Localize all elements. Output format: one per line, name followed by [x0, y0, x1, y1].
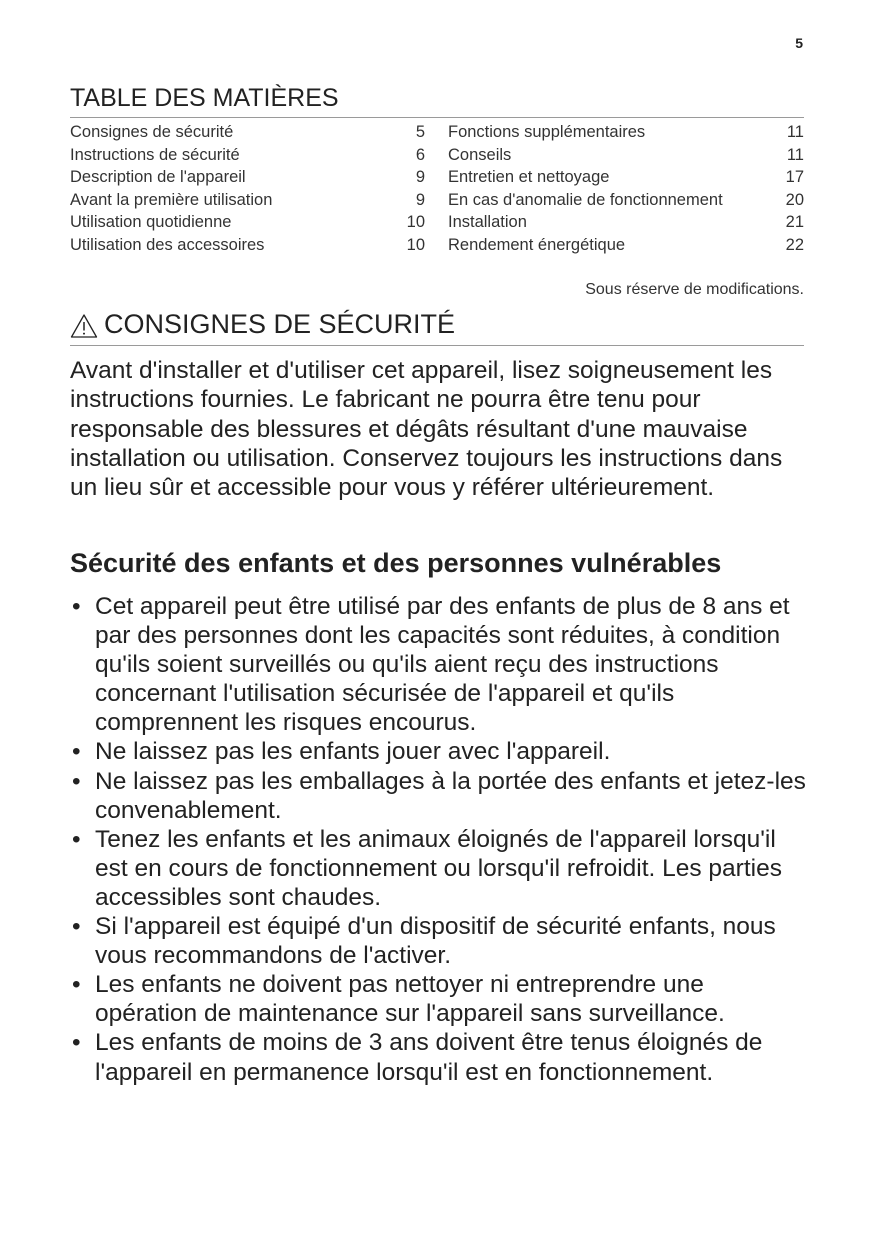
- warning-triangle-icon: [70, 313, 98, 339]
- list-item: [70, 737, 810, 766]
- section-divider: [70, 345, 804, 346]
- list-item: [70, 767, 810, 825]
- toc-entry[interactable]: [70, 234, 425, 257]
- toc-entry-page: 10: [406, 213, 425, 232]
- toc-right-column: [448, 121, 804, 257]
- toc-entry[interactable]: [70, 166, 425, 189]
- page-number: 5: [795, 35, 803, 51]
- toc-entry-label: Utilisation des accessoires: [70, 235, 265, 254]
- toc-entry-label: Description de l'appareil: [70, 168, 246, 187]
- modifications-note: Sous réserve de modifications.: [585, 281, 804, 298]
- child-safety-list: [70, 592, 810, 1087]
- list-item: [70, 825, 810, 912]
- toc-entry-page: 11: [786, 123, 804, 141]
- toc-entry-page: 5: [415, 123, 425, 141]
- toc-entry-page: 10: [406, 235, 425, 254]
- bullet-icon: •: [72, 971, 81, 999]
- toc-entry[interactable]: [70, 144, 425, 167]
- list-item-text: Ne laissez pas les enfants jouer avec l'appareil.: [95, 738, 611, 766]
- toc-entry[interactable]: [448, 144, 804, 167]
- list-item-text: Cet appareil peut être utilisé par des enfants de plus de 8 ans et par des personnes dont les capacités sont réduites, à condition qu'ils soient surveillés ou qu'ils aient reçu des instructions concernant l'utilisation sécurisée de l'appareil et qu'ils comprennent les risques encourus.: [95, 593, 790, 737]
- list-item-text: Ne laissez pas les emballages à la portée des enfants et jetez-les convenablement.: [95, 767, 806, 824]
- toc-entry-label: Entretien et nettoyage: [448, 168, 610, 187]
- list-item-text: Tenez les enfants et les animaux éloignés de l'appareil lorsqu'il est en cours de fonctionnement ou lorsqu'il refroidit. Les parties accessibles sont chaudes.: [95, 825, 782, 911]
- toc-entry-page: 21: [785, 213, 804, 232]
- toc-entry-page: 17: [785, 168, 804, 187]
- toc-entry[interactable]: [448, 234, 804, 257]
- toc-entry-page: 22: [785, 235, 804, 254]
- toc-left-column: [70, 121, 425, 257]
- toc-divider: [70, 117, 804, 118]
- toc-entry-label: En cas d'anomalie de fonctionnement: [448, 190, 723, 209]
- toc-title: TABLE DES MATIÈRES: [70, 84, 339, 112]
- toc-entry-label: Installation: [448, 213, 527, 232]
- toc-entry[interactable]: [70, 189, 425, 212]
- bullet-icon: •: [72, 767, 81, 795]
- toc-entry[interactable]: [70, 121, 425, 144]
- bullet-icon: •: [72, 593, 81, 620]
- table-of-contents: [70, 121, 804, 257]
- toc-entry[interactable]: [448, 189, 804, 212]
- bullet-icon: •: [72, 738, 81, 766]
- section-title: [70, 309, 455, 340]
- intro-paragraph: Avant d'installer et d'utiliser cet appareil, lisez soigneusement les instructions fournies. Le fabricant ne pourra être tenu pour responsable des blessures et dégâts résultant d'une mauvaise installation ou utilisation. Conservez toujours les instructions dans un lieu sûr et accessible pour vous y référer ultérieurement.: [70, 357, 783, 502]
- toc-entry[interactable]: [448, 166, 804, 189]
- list-item-text: Les enfants de moins de 3 ans doivent être tenus éloignés de l'appareil en permanence lorsqu'il est en fonctionnement.: [95, 1029, 763, 1086]
- list-item-text: Si l'appareil est équipé d'un dispositif de sécurité enfants, nous vous recommandons de l'activer.: [95, 913, 776, 970]
- subsection-title: Sécurité des enfants et des personnes vulnérables: [70, 548, 722, 578]
- toc-entry-label: Consignes de sécurité: [70, 123, 234, 141]
- toc-entry-page: 20: [785, 190, 804, 209]
- toc-entry-label: Rendement énergétique: [448, 235, 626, 254]
- list-item-text: Les enfants ne doivent pas nettoyer ni entreprendre une opération de maintenance sur l'appareil sans surveillance.: [95, 971, 725, 1028]
- toc-entry-page: 9: [415, 168, 425, 187]
- list-item: [70, 912, 810, 970]
- toc-entry[interactable]: [448, 211, 804, 234]
- list-item: [70, 592, 810, 737]
- bullet-icon: •: [72, 1029, 81, 1057]
- section-title-text: CONSIGNES DE SÉCURITÉ: [104, 309, 456, 339]
- toc-entry-page: 11: [786, 145, 804, 164]
- toc-entry-label: Instructions de sécurité: [70, 145, 240, 164]
- toc-entry-label: Avant la première utilisation: [70, 190, 273, 209]
- toc-entry[interactable]: [448, 121, 804, 144]
- list-item: [70, 1028, 810, 1086]
- toc-entry-page: 6: [415, 145, 425, 164]
- bullet-icon: •: [72, 825, 81, 853]
- toc-entry-label: Fonctions supplémentaires: [448, 123, 646, 141]
- toc-entry-label: Conseils: [448, 145, 512, 164]
- bullet-icon: •: [72, 913, 81, 941]
- list-item: [70, 970, 810, 1028]
- toc-entry-label: Utilisation quotidienne: [70, 213, 232, 232]
- toc-entry-page: 9: [415, 190, 425, 209]
- toc-entry[interactable]: [70, 211, 425, 234]
